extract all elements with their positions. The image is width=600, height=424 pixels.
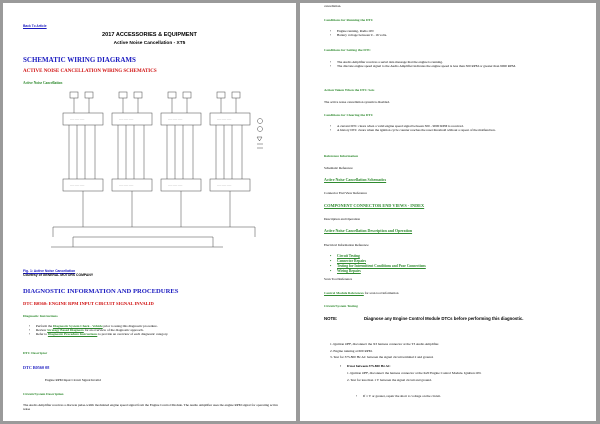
sub-bullets	[356, 394, 581, 398]
scan-tool-reference-line: Control Module References for scan tool information	[324, 291, 399, 295]
svg-text:—— —— ——: —— —— ——	[70, 185, 85, 187]
circuit-testing-link[interactable]: • Circuit Testing	[330, 254, 426, 259]
back-to-article-link[interactable]: Back To Article	[23, 24, 47, 28]
circuit-description-heading: Circuit/System Description	[23, 392, 64, 396]
test-step: 2. Engine running at 600 RPM.	[330, 348, 373, 353]
dtc-text: Engine RPM Input Circuit Signal Invalid	[45, 378, 101, 382]
scan-tool-reference-label: Scan Tool Reference	[324, 277, 353, 281]
header-title: 2017 ACCESSORIES & EQUIPMENT	[102, 32, 197, 38]
diagnostic-heading: DIAGNOSTIC INFORMATION AND PROCEDURES	[23, 288, 179, 295]
description-reference-label: Description and Operation	[324, 217, 360, 221]
intermittent-conditions-link[interactable]: • Testing for Intermittent Conditions and Poor Connections	[330, 264, 426, 269]
setting-list	[330, 60, 575, 68]
running-list	[330, 29, 580, 37]
figure-caption-title[interactable]: Fig. 1: Active Noise Cancellation	[23, 269, 76, 273]
schematic-reference-label: Schematic Reference	[324, 166, 353, 170]
control-module-references-link[interactable]: Control Module References	[324, 291, 364, 295]
svg-text:—— —— ——: —— —— ——	[119, 185, 134, 187]
svg-text:—— —— ——: —— —— ——	[119, 119, 134, 121]
svg-text:—— —— ——: —— —— ——	[168, 185, 183, 187]
continued-text: cancellation.	[324, 4, 342, 8]
figure-courtesy: Courtesy of GENERAL MOTORS COMPANY	[23, 273, 94, 278]
sub-step: 1. Ignition OFF, disconnect the harness connector at the K20 Engine Control Module. Ignition ON.	[347, 371, 482, 375]
note-label: NOTE:	[324, 316, 338, 321]
connector-repairs-link[interactable]: • Connector Repairs	[330, 259, 426, 264]
sub-condition: • If not between 375-800 Hz AC	[340, 364, 580, 368]
strategy-based-diagnosis-link[interactable]: Strategy Based Diagnosis	[47, 328, 84, 333]
list-item: • The Audio Amplifier receives a serial data message that the engine is running.	[330, 60, 575, 64]
clearing-heading: Conditions for Clearing the DTC	[324, 113, 374, 117]
setting-heading: Conditions for Setting the DTC	[324, 48, 371, 52]
dtc-descriptor-heading: DTC Descriptor	[23, 351, 48, 355]
list-item: • The discrete engine speed signal to the Audio Amplifier indicates the engine speed is less than 300 RPM or greater than 9000 RPM.	[330, 64, 575, 68]
list-item: • Battery voltage between 9 - 16 volts.	[330, 33, 580, 37]
figure-caption	[23, 269, 93, 277]
sub-steps	[347, 371, 583, 384]
dtc-heading: DTC B0560: ENGINE RPM INPUT CIRCUIT SIGNAL INVALID	[23, 301, 154, 306]
sub-step: 2. Test for less than 1 V between the signal circuit and ground.	[347, 377, 432, 382]
testing-heading: Circuit/System Testing	[324, 304, 358, 308]
note-text: Diagnose any Engine Control Module DTCs before performing this diagnostic.	[364, 316, 524, 321]
diagnostic-instructions-list	[29, 324, 289, 337]
svg-text:—— —— ——: —— —— ——	[217, 119, 232, 121]
test-sub-block	[340, 364, 580, 368]
schematic-reference-link[interactable]: Active Noise Cancellation Schematics	[324, 178, 387, 182]
anc-subheading: Active Noise Cancellation	[23, 81, 63, 85]
dtc-code: DTC B0560 08	[23, 365, 50, 370]
connector-reference-label: Connector End View Reference	[324, 191, 367, 195]
diagnostic-instructions-heading: Diagnostic Instructions	[23, 314, 58, 318]
instruction-item: • Refer to Diagnostic Procedure Instructions to provide an overview of each diagnostic category.	[29, 332, 289, 336]
electrical-reference-list	[330, 254, 426, 274]
reference-heading: Reference Information	[324, 154, 359, 158]
instruction-item: • Review Strategy Based Diagnosis for an overview of the diagnostic approach.	[29, 328, 289, 332]
test-step: 1. Ignition OFF, disconnect the X3 harness connector at the T3 Audio Amplifier.	[330, 342, 439, 346]
action-heading: Action Taken When the DTC Sets	[324, 88, 375, 92]
list-item: • A history DTC clears when the ignition cycle counter reaches the reset threshold without a repeat of the malfunction.	[330, 128, 575, 132]
svg-text:—— —— ——: —— —— ——	[70, 119, 85, 121]
diagnostic-procedure-instructions-link[interactable]: Diagnostic Procedure Instructions	[47, 332, 98, 337]
right-page	[300, 3, 596, 421]
wiring-schematic-diagram	[33, 87, 268, 269]
svg-text:—— —— ——: —— —— ——	[217, 185, 232, 187]
sub-bullet: • If 1 V or greater, repair the short to voltage on the circuit.	[356, 394, 581, 398]
description-reference-link[interactable]: Active Noise Cancellation Description and Operation	[324, 229, 413, 233]
header-subtitle: Active Noise Cancellation - XT5	[113, 41, 186, 46]
test-steps	[330, 342, 585, 362]
running-heading: Conditions for Running the DTC	[324, 18, 374, 22]
action-text: The active noise cancellation system is disabled.	[324, 100, 390, 104]
anc-schematics-heading: ACTIVE NOISE CANCELLATION WIRING SCHEMATICS	[23, 69, 157, 74]
left-page	[3, 3, 296, 421]
circuit-description-text: The Audio Amplifier receives a discrete pulse-width modulated engine speed signal from the Engine Control Module. The Audio Amplifier uses the engine RPM signal for operating active noise	[23, 403, 279, 412]
test-step: 3. Test for 375-800 Hz AC between the signal circuit terminal 2 and ground.	[330, 355, 434, 360]
diagnostic-system-check-link[interactable]: Diagnostic System Check - Vehicle	[52, 324, 103, 328]
svg-text:—— —— ——: —— —— ——	[168, 119, 183, 121]
electrical-reference-label: Electrical Information Reference	[324, 243, 369, 247]
list-item: • Engine running, Radio ON	[330, 29, 580, 33]
connector-reference-link[interactable]: COMPONENT CONNECTOR END VIEWS - INDEX	[324, 203, 425, 208]
clearing-list	[330, 124, 575, 132]
list-item: • A current DTC clears when a valid engine speed signal between 300 - 9000 RPM is received.	[330, 124, 575, 128]
wiring-repairs-link[interactable]: • Wiring Repairs	[330, 269, 426, 274]
instruction-item: • Perform the Diagnostic System Check - Vehicle prior to using this diagnostic procedure.	[29, 324, 289, 328]
schematic-heading: SCHEMATIC WIRING DIAGRAMS	[23, 56, 136, 64]
